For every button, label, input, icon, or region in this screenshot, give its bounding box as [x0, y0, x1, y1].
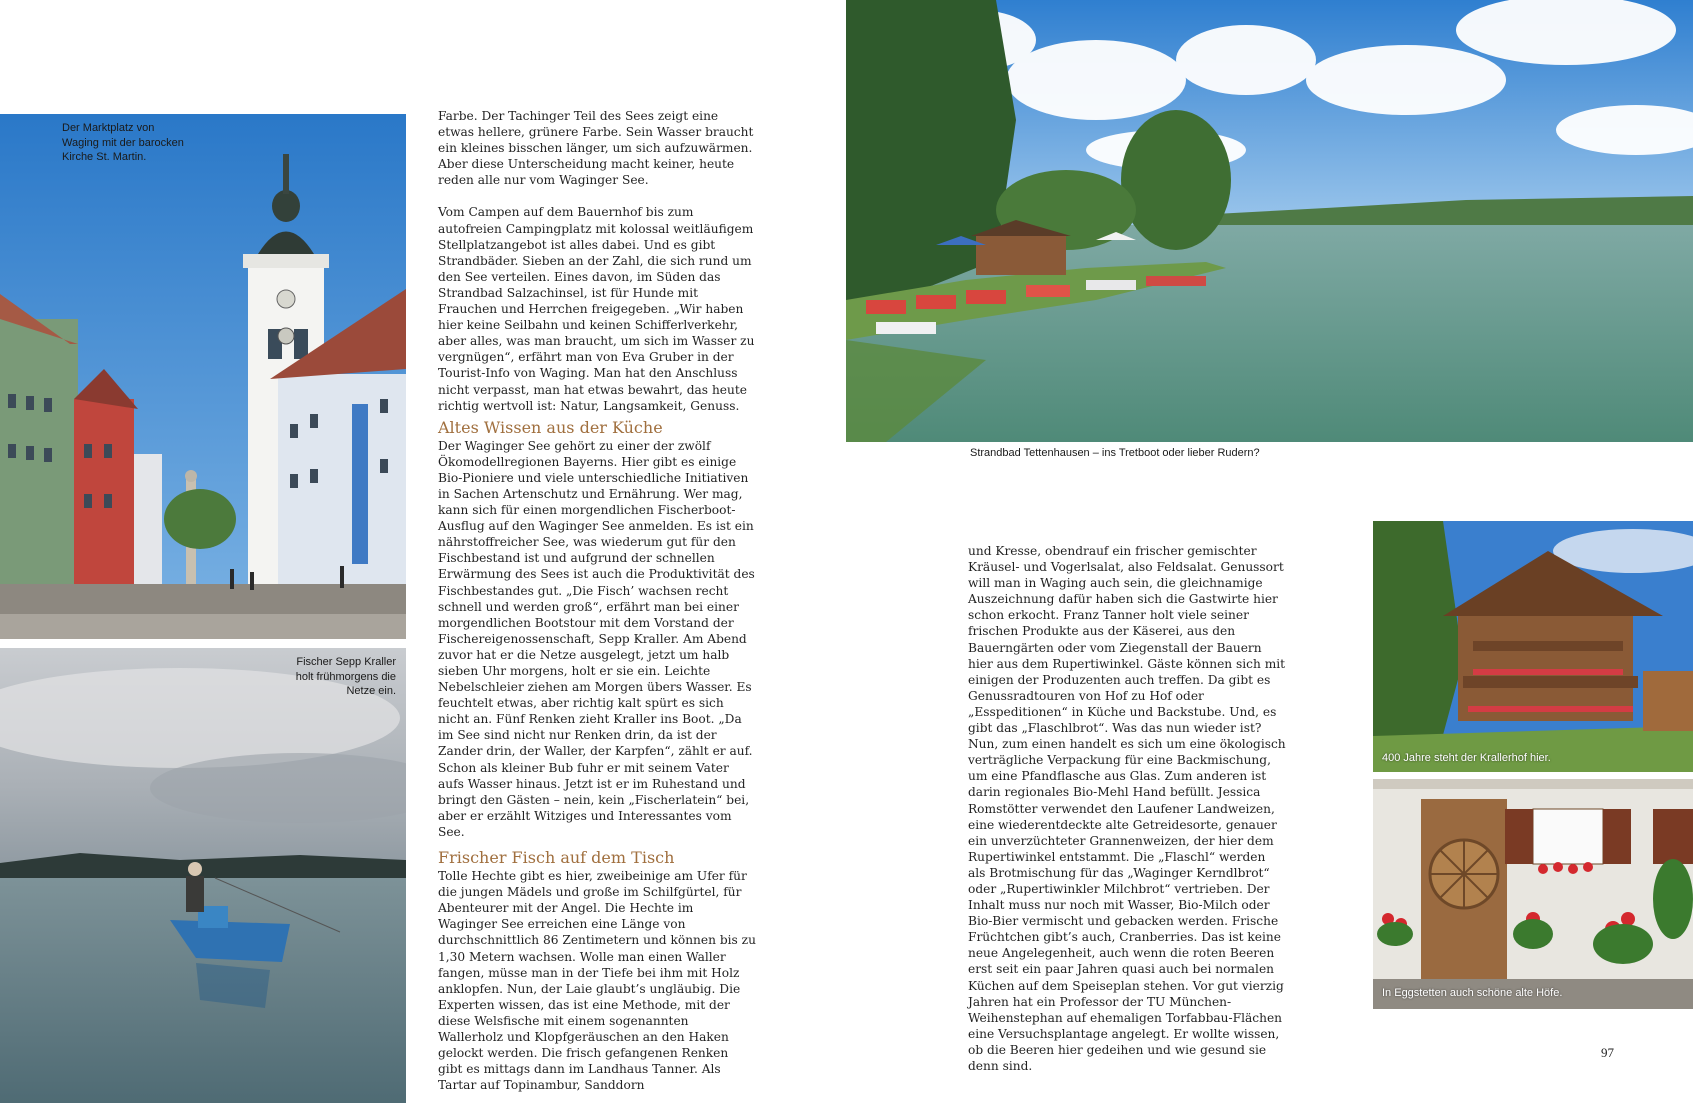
section-heading-fisch: Frischer Fisch auf dem Tisch — [438, 848, 675, 868]
photo-fischer — [0, 648, 406, 1103]
photo-eggstetten — [1373, 779, 1693, 1009]
paragraph: Vom Campen auf dem Bauernhof bis zum autofreien Campingplatz mit kolossal weitläufigem Stellplatzangebot ist alles dabei. Und es gibt Strandbäder. Sieben an der Zahl, die sich rund um den See verteilen. Eines davon, im Süden das Strandbad Salzachinsel, ist für Hunde mit Frauchen und Herrchen freigegeben. „Wir haben hier keine Seilbahn und keinen Schifferlverkehr, aber alles, was man braucht, um sich im Wasser zu vergnügen“, erfährt man von Eva Gruber in der Tourist-Info von Waging. Man hat den Anschluss nicht verpasst, man hat etwas bewahrt, das heute richtig wertvoll ist: Natur, Langsamkeit, Genuss. — [438, 205, 755, 413]
paragraph: Der Waginger See gehört zu einer der zwölf Ökomodellregionen Bayerns. Hier gibt es einige Bio-Pioniere und viele unterschiedliche Initiativen in Sachen Artenschutz und Ernährung. Wer mag, kann sich für einen morgendlichen Fischerboot-Ausflug auf den Waginger See anmelden. Es ist ein nährstoffreicher See, was wiederum gut für den Fischbestand ist und aufgrund der schnellen Erwärmung des Sees ist auch die Produktivität des Fischbestandes gut. „Die Fisch’ wachsen recht schnell und werden groß“, erfährt man bei einer morgendlichen Bootstour mit dem Vorstand der Fischereigenossenschaft, Sepp Kraller. Am Abend zuvor hat er die Netze ausgelegt, jetzt um halb sieben Uhr morgens, holt er sie ein. Leichte Nebelschleier ziehen am Morgen übers Wasser. Es feuchtelt etwas, aber richtig kalt spürt es sich nicht an. Fünf Renken zieht Kraller ins Boot. „Da im See sind nicht nur Renken drin, da ist der Zander drin, der Waller, der Karpfen“, zählt er auf. Schon als kleiner Bub fuhr er mit seinem Vater aufs Wasser hinaus. Jetzt ist er im Ruhestand und bringt den Gästen – nein, kein „Fischerlatein“ bei, aber er erzählt Witziges und Interessantes vom See. — [438, 438, 755, 839]
photo-krallerhof — [1373, 521, 1693, 772]
photo-marktplatz — [0, 114, 406, 639]
paragraph: Farbe. Der Tachinger Teil des Sees zeigt eine etwas hellere, grünere Farbe. Sein Wasser braucht ein kleines bisschen länger, um sich aufzuwärmen. Aber diese Unterscheidung macht keiner, heute reden alle nur vom Waginger See. — [438, 109, 754, 188]
page-number: 97 — [1601, 1045, 1614, 1060]
text-column-2 — [968, 543, 1286, 1074]
paragraph: und Kresse, obendrauf ein frischer gemischter Kräusel- und Vogerlsalat, also Feldsalat. Genussort will man in Waging auch sein, die gleichnamige Auszeichnung dafür haben sich die Gastwirte hier schon erkocht. Franz Tanner holt viele seiner frischen Produkte aus der Käserei, aus den Bauerngärten oder vom Ziegenstall der Bauern hier aus dem Rupertiwinkel. Gäste können sich mit einigen der Produzenten auch treffen. Da gibt es Genussradtouren von Hof zu Hof oder „Esspeditionen“ in Küche und Backstube. Und, es gibt das „Flaschlbrot“. Was das nun wieder ist? Nun, zum einen handelt es sich um eine ökologisch verträgliche Verpackung für eine Backmischung, um eine Pfandflasche aus Glas. Zum anderen ist darin regionales Bio-Mehl Hand befüllt. Jessica Romstötter verwendet den Laufener Landweizen, eine wiederentdeckte alte Getreidesorte, genauer ein unverzüchteter Grannenweizen, der hier dem Rupertiwinkel entstammt. Die „Flaschl“ werden als Brotmischung für das „Waginger Kerndlbrot“ oder „Rupertiwinkler Milchbrot“ vertrieben. Der Inhalt muss nur noch mit Wasser, Bio-Milch oder Bio-Bier vermischt und gebacken werden. Frische Früchtchen gibt’s auch, Cranberries. Das ist keine neue Angelegenheit, auch wenn die roten Beeren erst seit ein paar Jahren quasi auch bei normalen Küchen auf dem Speiseplan stehen. Vor gut vierzig Jahren hat ein Professor der TU München-Weihenstephan auf ehemaligen Torfabbau-Flächen eine Versuchsplantage angelegt. Er wollte wissen, ob die Beeren hier gedeihen und wie gesund sie denn sind. — [968, 544, 1286, 1073]
photo-strandbad — [846, 0, 1693, 442]
paragraph: Tolle Hechte gibt es hier, zweibeinige am Ufer für die jungen Mädels und große im Schilfgürtel, für Abenteurer mit der Angel. Die Hechte im Waginger See erreichen eine Länge von durchschnittlich 86 Zentimetern und können bis zu 1,30 Metern wachsen. Wolle man einen Waller fangen, müsse man in der Tiefe bei ihm mit Holz anklopfen. Nun, der Laie glaubt’s ungläubig. Die Experten wissen, das ist eine Methode, mit der diese Welsfische mit einem sogenannten Wallerholz und Klopfgeräuschen an den Haken gelockt werden. Die frisch gefangenen Renken gibt es mittags dann im Landhaus Tanner. Als Tartar auf Topinambur, Sanddorn — [438, 869, 756, 1093]
section-heading-kueche: Altes Wissen aus der Küche — [438, 417, 663, 437]
caption-eggstetten: In Eggstetten auch schöne alte Höfe. — [1382, 987, 1563, 999]
text-column-1 — [438, 108, 756, 1093]
caption-strandbad: Strandbad Tettenhausen – ins Tretboot oder lieber Rudern? — [970, 447, 1260, 459]
caption-fischer: Fischer Sepp Kraller holt frühmorgens die Netze ein. — [295, 656, 396, 697]
caption-krallerhof: 400 Jahre steht der Krallerhof hier. — [1382, 752, 1551, 764]
caption-marktplatz: Der Marktplatz von Waging mit der barocken Kirche St. Martin. — [62, 122, 184, 163]
